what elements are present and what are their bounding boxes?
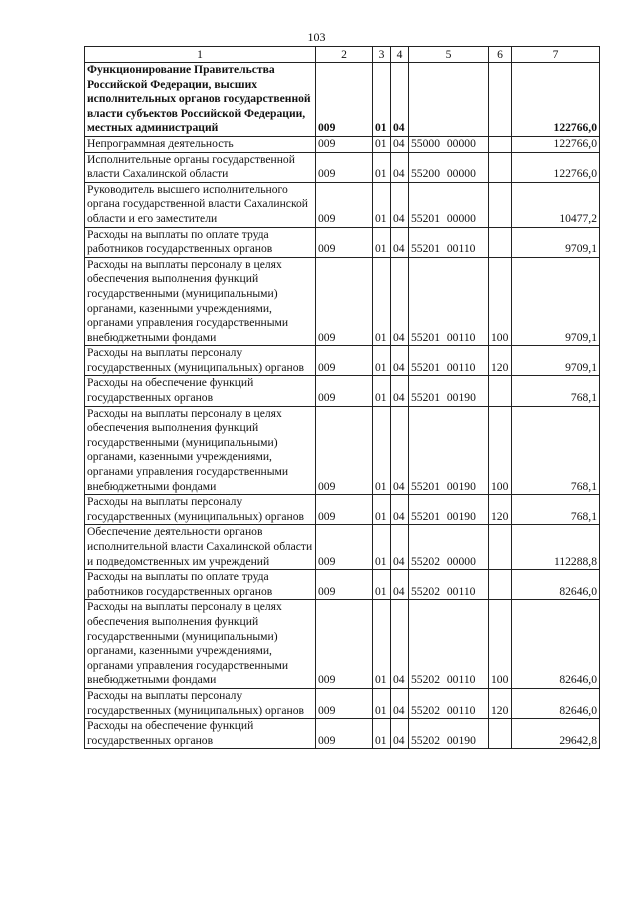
row-expense-kind: [489, 136, 512, 152]
row-admin-code: 009: [316, 227, 373, 257]
table-row: [85, 182, 600, 227]
row-subsection-code: 04: [391, 688, 409, 718]
row-target-code: 55201 00110: [409, 257, 489, 346]
row-name: Расходы на обеспечение функций государственных органов: [85, 719, 316, 749]
row-expense-kind: [489, 376, 512, 406]
table-row: [85, 152, 600, 182]
row-expense-kind: [489, 719, 512, 749]
row-section-code: 01: [373, 406, 391, 495]
row-name: Расходы на выплаты персоналу в целях обеспечения выполнения функций государственными (муниципальными) органами, казенными учреждениями, органами управления государственными внебюджетными фондами: [85, 406, 316, 495]
row-admin-code: 009: [316, 600, 373, 689]
table-row: [85, 600, 600, 689]
row-name: Расходы на выплаты персоналу в целях обеспечения выполнения функций государственными (муниципальными) органами, казенными учреждениями, органами управления государственными внебюджетными фондами: [85, 257, 316, 346]
row-admin-code: 009: [316, 688, 373, 718]
row-amount: 10477,2: [512, 182, 600, 227]
row-expense-kind: [489, 525, 512, 570]
row-name: Непрограммная деятельность: [85, 136, 316, 152]
row-amount: 122766,0: [512, 136, 600, 152]
row-section-code: 01: [373, 346, 391, 376]
row-amount: 122766,0: [512, 63, 600, 137]
table-row: [85, 63, 600, 137]
row-target-code: 55201 00110: [409, 346, 489, 376]
row-name: Функционирование Правительства Российской Федерации, высших исполнительных органов государственной власти субъектов Российской Федерации, местных администраций: [85, 63, 316, 137]
row-subsection-code: 04: [391, 570, 409, 600]
table-row: [85, 406, 600, 495]
row-section-code: 01: [373, 152, 391, 182]
row-section-code: 01: [373, 688, 391, 718]
row-subsection-code: 04: [391, 346, 409, 376]
table-row: [85, 495, 600, 525]
row-subsection-code: 04: [391, 495, 409, 525]
row-amount: 768,1: [512, 495, 600, 525]
row-expense-kind: [489, 570, 512, 600]
row-target-code: 55201 00190: [409, 406, 489, 495]
row-amount: 82646,0: [512, 570, 600, 600]
row-name: Расходы на выплаты персоналу государственных (муниципальных) органов: [85, 346, 316, 376]
row-section-code: 01: [373, 376, 391, 406]
row-expense-kind: [489, 63, 512, 137]
row-name: Расходы на выплаты персоналу государственных (муниципальных) органов: [85, 495, 316, 525]
budget-table: [84, 46, 600, 749]
page-number: 103: [307, 30, 326, 44]
table-row: [85, 227, 600, 257]
row-section-code: 01: [373, 600, 391, 689]
row-name: Расходы на выплаты персоналу в целях обеспечения выполнения функций государственными (муниципальными) органами, казенными учреждениями, органами управления государственными внебюджетными фондами: [85, 600, 316, 689]
row-amount: 768,1: [512, 376, 600, 406]
row-subsection-code: 04: [391, 525, 409, 570]
row-section-code: 01: [373, 525, 391, 570]
row-target-code: 55202 00110: [409, 688, 489, 718]
row-section-code: 01: [373, 719, 391, 749]
row-admin-code: 009: [316, 525, 373, 570]
row-target-code: 55202 00190: [409, 719, 489, 749]
table-row: [85, 719, 600, 749]
row-subsection-code: 04: [391, 182, 409, 227]
row-admin-code: 009: [316, 570, 373, 600]
row-target-code: 55200 00000: [409, 152, 489, 182]
row-expense-kind: 100: [489, 406, 512, 495]
row-subsection-code: 04: [391, 136, 409, 152]
row-subsection-code: 04: [391, 227, 409, 257]
row-admin-code: 009: [316, 495, 373, 525]
table-row: [85, 136, 600, 152]
row-target-code: 55202 00000: [409, 525, 489, 570]
row-amount: 9709,1: [512, 257, 600, 346]
row-section-code: 01: [373, 570, 391, 600]
row-expense-kind: 100: [489, 257, 512, 346]
row-admin-code: 009: [316, 136, 373, 152]
row-subsection-code: 04: [391, 719, 409, 749]
table-row: [85, 688, 600, 718]
row-subsection-code: 04: [391, 376, 409, 406]
header-col-4: 4: [391, 47, 409, 63]
row-expense-kind: 120: [489, 495, 512, 525]
row-admin-code: 009: [316, 257, 373, 346]
row-name: Расходы на выплаты по оплате труда работников государственных органов: [85, 227, 316, 257]
table-row: [85, 525, 600, 570]
row-section-code: 01: [373, 63, 391, 137]
row-amount: 82646,0: [512, 600, 600, 689]
table-row: [85, 376, 600, 406]
row-subsection-code: 04: [391, 257, 409, 346]
row-target-code: 55202 00110: [409, 570, 489, 600]
row-expense-kind: [489, 182, 512, 227]
row-admin-code: 009: [316, 63, 373, 137]
row-subsection-code: 04: [391, 600, 409, 689]
row-subsection-code: 04: [391, 406, 409, 495]
row-target-code: 55202 00110: [409, 600, 489, 689]
header-col-3: 3: [373, 47, 391, 63]
row-amount: 768,1: [512, 406, 600, 495]
row-expense-kind: 100: [489, 600, 512, 689]
table-row: [85, 257, 600, 346]
row-amount: 29642,8: [512, 719, 600, 749]
table-body: [85, 63, 600, 749]
header-col-2: 2: [316, 47, 373, 63]
row-expense-kind: [489, 152, 512, 182]
row-name: Расходы на выплаты по оплате труда работников государственных органов: [85, 570, 316, 600]
row-name: Расходы на обеспечение функций государственных органов: [85, 376, 316, 406]
row-admin-code: 009: [316, 152, 373, 182]
header-col-7: 7: [512, 47, 600, 63]
row-admin-code: 009: [316, 182, 373, 227]
row-admin-code: 009: [316, 406, 373, 495]
row-subsection-code: 04: [391, 152, 409, 182]
row-target-code: 55201 00190: [409, 376, 489, 406]
header-col-1: 1: [85, 47, 316, 63]
header-col-6: 6: [489, 47, 512, 63]
row-name: Обеспечение деятельности органов исполнительной власти Сахалинской области и подведомственных им учреждений: [85, 525, 316, 570]
row-section-code: 01: [373, 227, 391, 257]
table-row: [85, 570, 600, 600]
row-amount: 9709,1: [512, 227, 600, 257]
row-target-code: 55201 00000: [409, 182, 489, 227]
row-admin-code: 009: [316, 346, 373, 376]
table-row: [85, 346, 600, 376]
row-amount: 122766,0: [512, 152, 600, 182]
row-expense-kind: [489, 227, 512, 257]
row-name: Руководитель высшего исполнительного органа государственной власти Сахалинской области и его заместители: [85, 182, 316, 227]
row-target-code: 55201 00190: [409, 495, 489, 525]
row-amount: 9709,1: [512, 346, 600, 376]
header-col-5: 5: [409, 47, 489, 63]
row-section-code: 01: [373, 136, 391, 152]
row-expense-kind: 120: [489, 346, 512, 376]
row-section-code: 01: [373, 495, 391, 525]
row-target-code: 55000 00000: [409, 136, 489, 152]
row-name: Исполнительные органы государственной власти Сахалинской области: [85, 152, 316, 182]
row-admin-code: 009: [316, 376, 373, 406]
row-amount: 82646,0: [512, 688, 600, 718]
row-subsection-code: 04: [391, 63, 409, 137]
row-section-code: 01: [373, 257, 391, 346]
row-expense-kind: 120: [489, 688, 512, 718]
row-amount: 112288,8: [512, 525, 600, 570]
row-name: Расходы на выплаты персоналу государственных (муниципальных) органов: [85, 688, 316, 718]
row-target-code: [409, 63, 489, 137]
row-admin-code: 009: [316, 719, 373, 749]
row-target-code: 55201 00110: [409, 227, 489, 257]
table-header-row: [85, 47, 600, 63]
row-section-code: 01: [373, 182, 391, 227]
